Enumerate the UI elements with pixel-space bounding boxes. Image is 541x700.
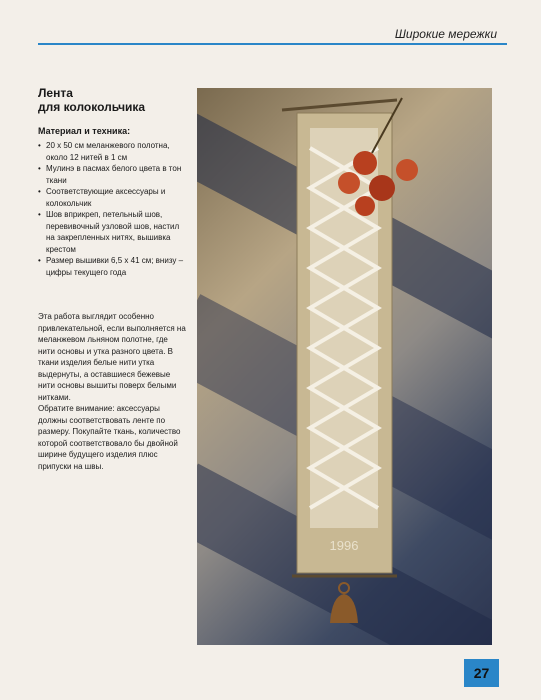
body-paragraph-1: Эта работа выглядит особенно привлекательной, если выполняется на меланжевом льняном полотне, где нити основы и утка разного цвета. В ткани изделия белые нити утка выдернуты, а оставшиеся бежевые нити основы вышиты поверх белыми нитками.: [38, 312, 186, 402]
article-title-line-2: для колокольчика: [38, 100, 146, 114]
materials-item: • Шов вприкреп, петельный шов, перевивочный узловой шов, настил на закрепленных нитях, вышивка крестом: [38, 209, 188, 255]
materials-heading: Материал и техника:: [38, 126, 131, 136]
materials-item: • Размер вышивки 6,5 х 41 см; внизу – цифры текущего года: [38, 255, 188, 278]
hanging-rod: [282, 100, 397, 110]
embroidered-year: 1996: [329, 538, 359, 553]
flower: [355, 196, 375, 216]
flower: [353, 151, 377, 175]
header-section-title: Широкие мережки: [394, 27, 497, 41]
materials-item: • Мулинэ в пасмах белого цвета в тон ткани: [38, 163, 188, 186]
body-text: [38, 311, 186, 472]
header-rule: [38, 43, 507, 45]
flower: [369, 175, 395, 201]
bell-icon: [330, 594, 358, 623]
bell-pull-illustration: [197, 88, 492, 645]
article-title: [38, 86, 188, 114]
embroidered-bell-pull-photo: [197, 88, 492, 645]
body-paragraph-2: Обратите внимание: аксессуары должны соответствовать ленте по размеру. Покупайте ткань, количество которой соответствовало бы двойной ширине будущего изделия плюс припуски на швы.: [38, 404, 181, 471]
flower: [338, 172, 360, 194]
bell-ring: [339, 583, 349, 593]
materials-item: • 20 х 50 см меланжевого полотна, около 12 нитей в 1 см: [38, 140, 188, 163]
flower: [396, 159, 418, 181]
materials-item: • Соответствующие аксессуары и колокольчик: [38, 186, 188, 209]
page-number: 27: [464, 659, 499, 687]
materials-list: [38, 140, 188, 278]
article-title-line-1: Лента: [38, 86, 73, 100]
